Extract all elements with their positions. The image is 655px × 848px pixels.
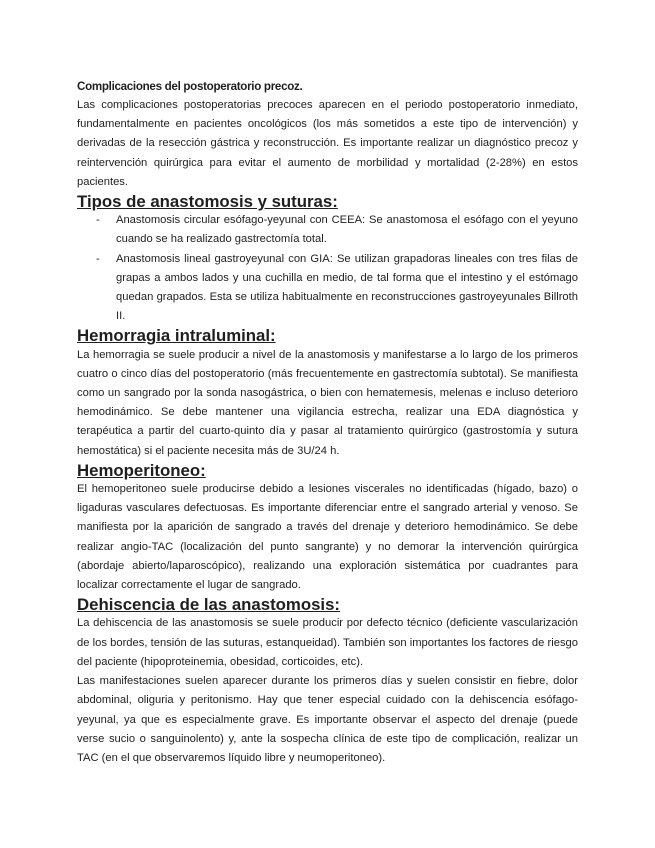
list-item [77, 250, 578, 327]
section-heading-anastomosis: Tipos de anastomosis y suturas: [77, 192, 338, 212]
dehiscencia-paragraph-2: Las manifestaciones suelen aparecer durante los primeros días y suelen consistir en fiebre, dolor abdominal, oliguria y peritonismo. Hay que tener especial cuidado con la dehiscencia esófago-yeyunal, ya que es especialmente grave. Es importante observar el aspecto del drenaje (puede verse sucio o sanguinolento) y, ante la sospecha clínica de este tipo de complicación, realizar un TAC (en el que observaremos líquido libre y neumoperitoneo). [77, 675, 578, 764]
section-heading-dehiscencia: Dehiscencia de las anastomosis: [77, 595, 341, 615]
hemoperitoneo-paragraph: El hemoperitoneo suele producirse debido a lesiones viscerales no identificadas (hígado, bazo) o ligaduras vasculares defectuosas. Es importante diferenciar entre el sangrado arterial y venoso. Se manifiesta por la aparición de sangrado a través del drenaje y deterioro hemodinámico. Se debe realizar angio-TAC (localización del punto sangrante) y no demorar la intervención quirúrgica (abordaje abierto/laparoscópico), realizando una exploración sistemática por cuadrantes para localizar correctamente el lugar de sangrado. [77, 483, 578, 592]
anastomosis-list [77, 211, 578, 326]
list-item-text: Anastomosis circular esófago-yeyunal con CEEA: Se anastomosa el esófago con el yeyuno cuando se ha realizado gastrectomía total. [116, 214, 578, 246]
hemorragia-paragraph: La hemorragia se suele producir a nivel de la anastomosis y manifestarse a lo largo de los primeros cuatro o cinco días del postoperatorio (más frecuentemente en gastrectomía subtotal). Se manifiesta como un sangrado por la sonda nasogástrica, o bien con hematemesis, melenas e incluso deterioro hemodinámico. Se debe mantener una vigilancia estrecha, realizar una EDA diagnóstica y terapéutica a partir del cuarto-quinto día y pasar al tratamiento quirúrgico (gastrostomía y sutura hemostática) si el paciente necesita más de 3U/24 h. [77, 348, 578, 457]
intro-paragraph: Las complicaciones postoperatorias precoces aparecen en el periodo postoperatorio inmediato, fundamentalmente en pacientes oncológicos (los más sometidos a este tipo de intervención) y derivadas de la resección gástrica y reconstrucción. Es importante realizar un diagnóstico precoz y reintervención quirúrgica para evitar el aumento de morbilidad y mortalidad (2-28%) en estos pacientes. [77, 99, 578, 188]
section-heading-hemoperitoneo: Hemoperitoneo: [77, 460, 206, 480]
section-heading-hemorragia: Hemorragia intraluminal: [77, 326, 276, 346]
dehiscencia-paragraph-1: La dehiscencia de las anastomosis se suele producir por defecto técnico (deficiente vascularización de los bordes, tensión de las suturas, estanqueidad). También son importantes los factores de riesgo del paciente (hipoproteinemia, obesidad, corticoides, etc). [77, 617, 578, 668]
document-page [77, 78, 578, 768]
bullet-dash: - [96, 214, 100, 227]
list-item [77, 211, 578, 249]
bullet-dash: - [96, 252, 100, 265]
list-item-text: Anastomosis lineal gastroyeyunal con GIA: Se utilizan grapadoras lineales con tres filas de grapas a ambos lados y una cuchilla en medio, de tal forma que el intestino y el estómago quedan grapados. Esta se utiliza habitualmente en reconstrucciones gastroyeyunales Billroth II. [116, 252, 578, 323]
document-title: Complicaciones del postoperatorio precoz. [77, 80, 303, 93]
